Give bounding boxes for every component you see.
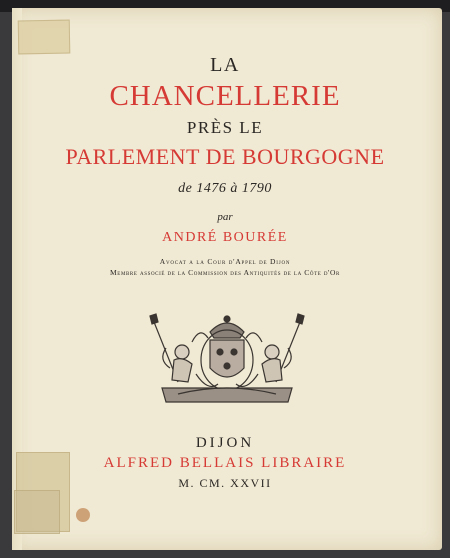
paper-stain [76, 508, 90, 522]
title-main: CHANCELLERIE [109, 80, 341, 112]
tape-patch-bottom-inner [14, 490, 60, 534]
publication-city: DIJON [195, 435, 255, 451]
coat-of-arms-icon [148, 312, 306, 406]
author-affiliation-1: Avocat a la Cour d'Appel de Dijon [159, 257, 291, 266]
title-connector: PRÈS LE [186, 118, 264, 137]
author-affiliation-2: Membre associé de la Commission des Antiquités de la Côte d'Or [110, 268, 340, 277]
date-range: de 1476 à 1790 [178, 181, 272, 196]
publication-year: M. CM. XXVII [178, 476, 272, 490]
title-subject: PARLEMENT DE BOURGOGNE [65, 144, 385, 169]
by-label: par [217, 211, 233, 223]
title-article: LA [210, 54, 240, 76]
author-name: ANDRÉ BOURÉE [162, 230, 288, 245]
publisher-name: ALFRED BELLAIS LIBRAIRE [103, 455, 347, 471]
tape-patch-top [18, 20, 71, 55]
